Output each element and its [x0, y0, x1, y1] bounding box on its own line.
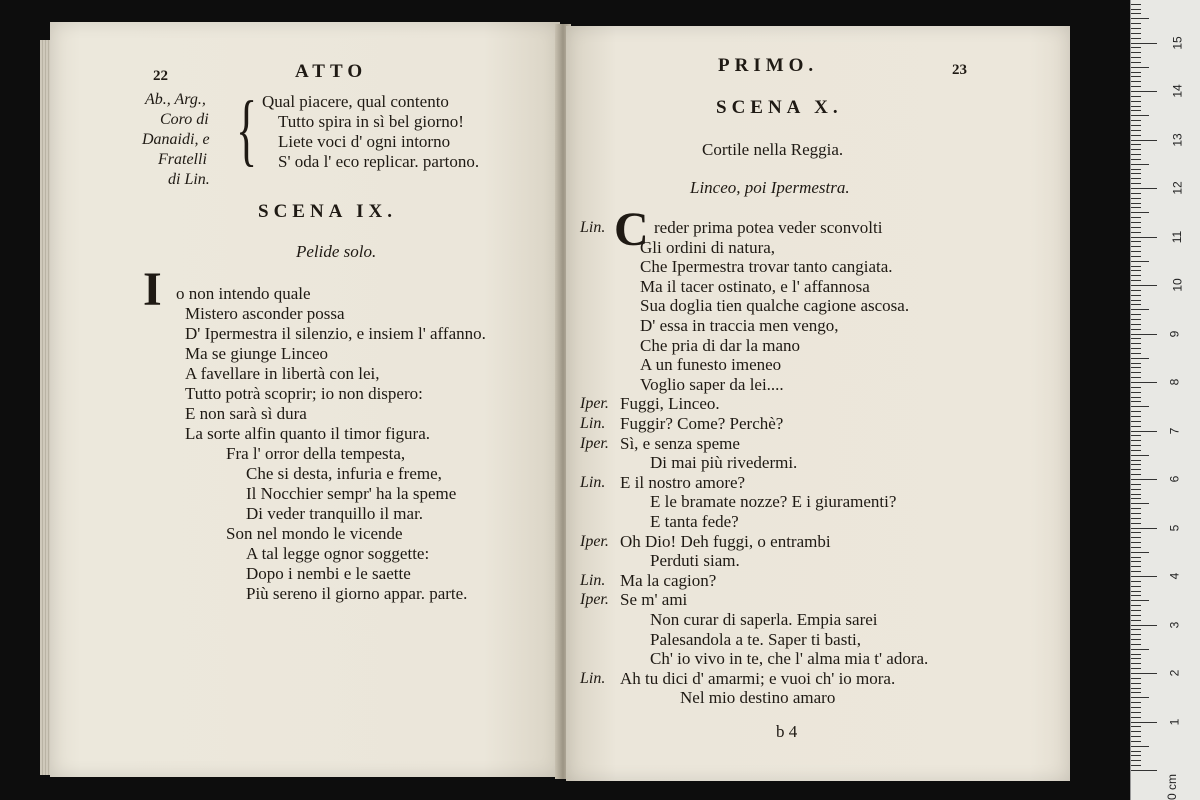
ruler-tick — [1131, 314, 1141, 315]
scene-title-x: SCENA X. — [716, 97, 843, 118]
ruler-tick — [1131, 295, 1141, 296]
verse-line: Mistero asconder possa — [185, 304, 345, 323]
ruler-tick — [1131, 227, 1141, 228]
dialogue-line: D' essa in traccia men vengo, — [640, 316, 839, 335]
ruler-tick — [1131, 639, 1141, 640]
ruler-tick — [1131, 464, 1141, 465]
ruler-label: 12 — [1170, 181, 1185, 195]
ruler-tick — [1131, 183, 1141, 184]
ruler-tick — [1131, 169, 1141, 170]
ruler-tick — [1131, 135, 1141, 136]
ruler-tick — [1131, 149, 1141, 150]
ruler-tick — [1131, 72, 1141, 73]
ruler-tick — [1131, 154, 1141, 155]
measurement-ruler — [1130, 0, 1200, 800]
ruler-tick — [1131, 401, 1141, 402]
right-running-head: PRIMO. — [718, 55, 819, 76]
ruler-tick — [1131, 251, 1141, 252]
ruler-tick — [1131, 115, 1149, 116]
ruler-tick — [1131, 382, 1157, 383]
ruler-tick — [1131, 43, 1157, 44]
ruler-tick — [1131, 212, 1149, 213]
ruler-tick — [1131, 634, 1141, 635]
ruler-tick — [1131, 110, 1141, 111]
ruler-tick — [1131, 47, 1141, 48]
ruler-label: 5 — [1167, 524, 1182, 531]
ruler-tick — [1131, 198, 1141, 199]
ruler-tick — [1131, 610, 1141, 611]
ruler-tick — [1131, 343, 1141, 344]
ruler-tick — [1131, 479, 1157, 480]
signature-mark: b 4 — [776, 722, 798, 741]
ruler-tick — [1131, 600, 1149, 601]
ruler-tick — [1131, 484, 1141, 485]
dialogue-line: Ch' io vivo in te, che l' alma mia t' adora. — [650, 649, 929, 669]
verse-line: Dopo i nembi e le saette — [246, 564, 411, 583]
ruler-tick — [1131, 261, 1149, 262]
ruler-tick — [1131, 290, 1141, 291]
ruler-tick — [1131, 338, 1141, 339]
ruler-tick — [1131, 649, 1149, 650]
ruler-tick — [1131, 334, 1157, 335]
ruler-tick — [1131, 445, 1141, 446]
ruler-tick — [1131, 372, 1141, 373]
ruler-tick — [1131, 741, 1141, 742]
ruler-tick — [1131, 658, 1141, 659]
ruler-tick — [1131, 387, 1141, 388]
verse-line: Tutto potrà scoprir; io non dispero: — [185, 384, 423, 403]
ruler-tick — [1131, 683, 1141, 684]
ruler-tick — [1131, 348, 1141, 349]
ruler-tick — [1131, 431, 1157, 432]
left-page — [50, 22, 560, 777]
ruler-tick — [1131, 605, 1141, 606]
ruler-tick — [1131, 304, 1141, 305]
ruler-label: 7 — [1167, 427, 1182, 434]
ruler-tick — [1131, 591, 1141, 592]
ruler-tick — [1131, 52, 1141, 53]
ruler-tick — [1131, 440, 1141, 441]
ruler-tick — [1131, 23, 1141, 24]
chorus-line: Qual piacere, qual contento — [262, 92, 449, 111]
ruler-tick — [1131, 140, 1157, 141]
ruler-tick — [1131, 353, 1141, 354]
verse-line: o non intendo quale — [176, 284, 311, 303]
dialogue-line: A un funesto imeneo — [640, 355, 782, 375]
speaker-line: Danaidi, e — [142, 131, 210, 148]
dialogue-line: Che pria di dar la mano — [640, 335, 801, 355]
ruler-tick — [1131, 557, 1141, 558]
speaker-line: Fratelli — [158, 151, 207, 168]
left-running-head: ATTO — [295, 61, 368, 82]
ruler-tick — [1131, 523, 1141, 524]
ruler-tick — [1131, 450, 1141, 451]
dialogue-line: Se m' ami — [620, 590, 688, 610]
ruler-tick — [1131, 285, 1157, 286]
speaker-line: Coro di — [160, 111, 209, 128]
ruler-tick — [1131, 9, 1141, 10]
ruler-tick — [1131, 367, 1141, 368]
verse-line: Che si desta, infuria e freme, — [246, 464, 442, 483]
ruler-tick — [1131, 746, 1149, 747]
dialogue-line: Sua doglia tien qualche cagione ascosa. — [640, 296, 910, 316]
ruler-tick — [1131, 537, 1141, 538]
verse-line: D' Ipermestra il silenzio, e insiem l' affanno. — [185, 324, 486, 343]
ruler-tick — [1131, 188, 1157, 189]
ruler-tick — [1131, 494, 1141, 495]
dialogue-line: Di mai più rivedermi. — [650, 453, 798, 473]
ruler-label: 9 — [1167, 330, 1182, 337]
ruler-tick — [1131, 28, 1141, 29]
dialogue-line: Gli ordini di natura, — [640, 237, 776, 257]
dialogue-line: Fuggi, Linceo. — [620, 394, 720, 414]
verse-line: La sorte alfin quanto il timor figura. — [185, 424, 431, 443]
dialogue-line: reder prima potea veder sconvolti — [654, 218, 883, 237]
ruler-tick — [1131, 547, 1141, 548]
dialogue-line: Oh Dio! Deh fuggi, o entrambi — [620, 531, 831, 551]
ruler-tick — [1131, 663, 1141, 664]
dialogue-line: E le bramate nozze? E i giuramenti? — [650, 492, 897, 512]
ruler-tick — [1131, 528, 1157, 529]
ruler-tick — [1131, 406, 1149, 407]
ruler-tick — [1131, 644, 1141, 645]
chorus-line: Tutto spira in sì bel giorno! — [278, 112, 464, 131]
ruler-tick — [1131, 697, 1149, 698]
ruler-tick — [1131, 120, 1141, 121]
ruler-tick — [1131, 770, 1157, 771]
speaker-tag: Iper. — [580, 532, 609, 550]
right-page-number: 23 — [952, 62, 967, 78]
verse-line: A favellare in libertà con lei, — [185, 364, 380, 383]
ruler-label: 6 — [1167, 475, 1182, 483]
ruler-label — [1171, 0, 1185, 1]
ruler-tick — [1131, 203, 1141, 204]
ruler-tick — [1131, 765, 1141, 766]
ruler-tick — [1131, 222, 1141, 223]
dialogue-line: Ah tu dici d' amarmi; e vuoi ch' io mora. — [620, 668, 896, 688]
ruler-tick — [1131, 217, 1141, 218]
ruler-label: 15 — [1170, 35, 1185, 50]
ruler-tick — [1131, 435, 1141, 436]
ruler-tick — [1131, 586, 1141, 587]
ruler-tick — [1131, 416, 1141, 417]
speaker-tag: Iper. — [580, 395, 609, 413]
ruler-tick — [1131, 668, 1141, 669]
ruler-tick — [1131, 755, 1141, 756]
ruler-label: 4 — [1167, 572, 1182, 580]
scene-characters: Linceo, poi Ipermestra. — [690, 178, 850, 197]
ruler-tick — [1131, 678, 1141, 679]
ruler-tick — [1131, 692, 1141, 693]
verse-line: E non sarà sì dura — [185, 404, 307, 423]
ruler-tick — [1131, 513, 1141, 514]
ruler-label: 8 — [1167, 378, 1182, 386]
ruler-tick — [1131, 207, 1141, 208]
drop-cap: C — [614, 203, 649, 256]
ruler-tick — [1131, 542, 1141, 543]
scene-setting: Cortile nella Reggia. — [702, 140, 844, 159]
ruler-tick — [1131, 518, 1141, 519]
ruler-tick — [1131, 489, 1141, 490]
ruler-tick — [1131, 300, 1141, 301]
verse-line: A tal legge ognor soggette: — [246, 544, 430, 563]
ruler-tick — [1131, 329, 1141, 330]
ruler-tick — [1131, 421, 1141, 422]
ruler-tick — [1131, 237, 1157, 238]
ruler-label: 10 — [1170, 278, 1185, 292]
ruler-tick — [1131, 571, 1141, 572]
dialogue-line: Sì, e senza speme — [620, 433, 740, 453]
ruler-tick — [1131, 397, 1141, 398]
ruler-tick — [1131, 503, 1149, 504]
ruler-tick — [1131, 33, 1141, 34]
ruler-tick — [1131, 13, 1141, 14]
ruler-tick — [1131, 717, 1141, 718]
ruler-tick — [1131, 280, 1141, 281]
speaker-tag: Lin. — [580, 669, 606, 687]
verse-line: Fra l' orror della tempesta, — [226, 444, 406, 463]
chorus-line: S' oda l' eco replicar. partono. — [278, 152, 480, 171]
verse-line: Ma se giunge Linceo — [185, 344, 329, 363]
ruler-tick — [1131, 654, 1141, 655]
ruler-tick — [1131, 67, 1149, 68]
ruler-tick — [1131, 164, 1149, 165]
ruler-tick — [1131, 629, 1141, 630]
ruler-tick — [1131, 532, 1141, 533]
dialogue-line: E tanta fede? — [650, 512, 739, 531]
ruler-tick — [1131, 324, 1141, 325]
ruler-tick — [1131, 736, 1141, 737]
ruler-tick — [1131, 241, 1141, 242]
dialogue-line: Ma il tacer ostinato, e l' affannosa — [640, 276, 870, 296]
scene-title-ix: SCENA IX. — [258, 201, 397, 222]
ruler-tick — [1131, 615, 1141, 616]
ruler-tick — [1131, 266, 1141, 267]
ruler-tick — [1131, 106, 1141, 107]
ruler-tick — [1131, 595, 1141, 596]
ruler-tick — [1131, 673, 1157, 674]
verse-line: Di veder tranquillo il mar. — [246, 504, 424, 523]
ruler-tick — [1131, 508, 1141, 509]
ruler-tick — [1131, 552, 1149, 553]
ruler-tick — [1131, 358, 1149, 359]
ruler-tick — [1131, 4, 1141, 5]
speaker-tag: Iper. — [580, 434, 609, 452]
ruler-tick — [1131, 460, 1141, 461]
brace-glyph: { — [236, 86, 258, 174]
speaker-line: di Lin. — [168, 171, 210, 188]
ruler-tick — [1131, 173, 1141, 174]
dialogue-line: Fuggir? Come? Perchè? — [620, 414, 784, 433]
dialogue-line: Voglio saper da lei.... — [640, 374, 784, 394]
ruler-tick — [1131, 469, 1141, 470]
ruler-label: 14 — [1170, 84, 1185, 98]
ruler-tick — [1131, 101, 1141, 102]
ruler-label: 3 — [1167, 621, 1182, 628]
ruler-tick — [1131, 411, 1141, 412]
ruler-tick — [1131, 498, 1141, 499]
ruler-tick — [1131, 178, 1141, 179]
ruler-tick — [1131, 426, 1141, 427]
right-page — [566, 26, 1070, 781]
ruler-tick — [1131, 377, 1141, 378]
verse-line: Son nel mondo le vicende — [226, 524, 403, 543]
drop-cap: I — [143, 263, 162, 316]
ruler-tick — [1131, 38, 1141, 39]
ruler-tick — [1131, 751, 1141, 752]
ruler-tick — [1131, 455, 1149, 456]
ruler-tick — [1131, 731, 1141, 732]
ruler-tick — [1131, 232, 1141, 233]
speaker-tag: Lin. — [580, 415, 606, 432]
ruler-label: 13 — [1170, 132, 1185, 147]
speaker-tag: Lin. — [580, 571, 606, 589]
ruler-tick — [1131, 688, 1141, 689]
ruler-tick — [1131, 319, 1141, 320]
ruler-tick — [1131, 363, 1141, 364]
ruler-label: 0 cm — [1165, 773, 1180, 800]
ruler-tick — [1131, 702, 1141, 703]
ruler-tick — [1131, 96, 1141, 97]
ruler-tick — [1131, 76, 1141, 77]
ruler-tick — [1131, 620, 1141, 621]
ruler-tick — [1131, 144, 1141, 145]
dialogue-line: E il nostro amore? — [620, 472, 746, 492]
ruler-tick — [1131, 474, 1141, 475]
ruler-tick — [1131, 81, 1141, 82]
ruler-tick — [1131, 707, 1141, 708]
ruler-tick — [1131, 18, 1149, 19]
ruler-tick — [1131, 576, 1157, 577]
ruler-tick — [1131, 86, 1141, 87]
ruler-tick — [1131, 270, 1141, 271]
dialogue-line: Non curar di saperla. Empia sarei — [650, 610, 878, 629]
ruler-tick — [1131, 726, 1141, 727]
dialogue-line: Che Ipermestra trovar tanto cangiata. — [640, 257, 893, 277]
ruler-tick — [1131, 625, 1157, 626]
ruler-tick — [1131, 309, 1149, 310]
ruler-tick — [1131, 193, 1141, 194]
speaker-tag: Lin. — [580, 219, 606, 236]
speaker-tag: Iper. — [580, 591, 609, 609]
ruler-tick — [1131, 57, 1141, 58]
dialogue-line: Ma la cagion? — [620, 570, 717, 590]
ruler-tick — [1131, 130, 1141, 131]
dialogue-line: Palesandola a te. Saper ti basti, — [650, 629, 862, 649]
chorus-line: Liete voci d' ogni intorno — [278, 132, 451, 151]
speaker-line: Ab., Arg., — [145, 91, 206, 108]
ruler-tick — [1131, 256, 1141, 257]
ruler-tick — [1131, 159, 1141, 160]
ruler-tick — [1131, 760, 1141, 761]
ruler-tick — [1131, 581, 1141, 582]
ruler-tick — [1131, 91, 1157, 92]
ruler-tick — [1131, 561, 1141, 562]
ruler-tick — [1131, 566, 1141, 567]
ruler-label: 11 — [1170, 230, 1185, 243]
ruler-tick — [1131, 275, 1141, 276]
ruler-tick — [1131, 62, 1141, 63]
left-page-number: 22 — [153, 68, 168, 84]
dialogue-line: Perduti siam. — [650, 551, 740, 571]
ruler-tick — [1131, 392, 1141, 393]
speaker-tag: Lin. — [580, 473, 606, 491]
ruler-label: 2 — [1167, 669, 1182, 677]
ruler-label: 1 — [1167, 718, 1182, 725]
verse-line: Il Nocchier sempr' ha la speme — [246, 484, 457, 503]
ruler-tick — [1131, 125, 1141, 126]
ruler-tick — [1131, 722, 1157, 723]
ruler-tick — [1131, 712, 1141, 713]
stage-direction: Pelide solo. — [296, 242, 377, 261]
verse-line: Più sereno il giorno appar. parte. — [246, 584, 468, 603]
dialogue-line: Nel mio destino amaro — [680, 688, 836, 708]
ruler-tick — [1131, 246, 1141, 247]
